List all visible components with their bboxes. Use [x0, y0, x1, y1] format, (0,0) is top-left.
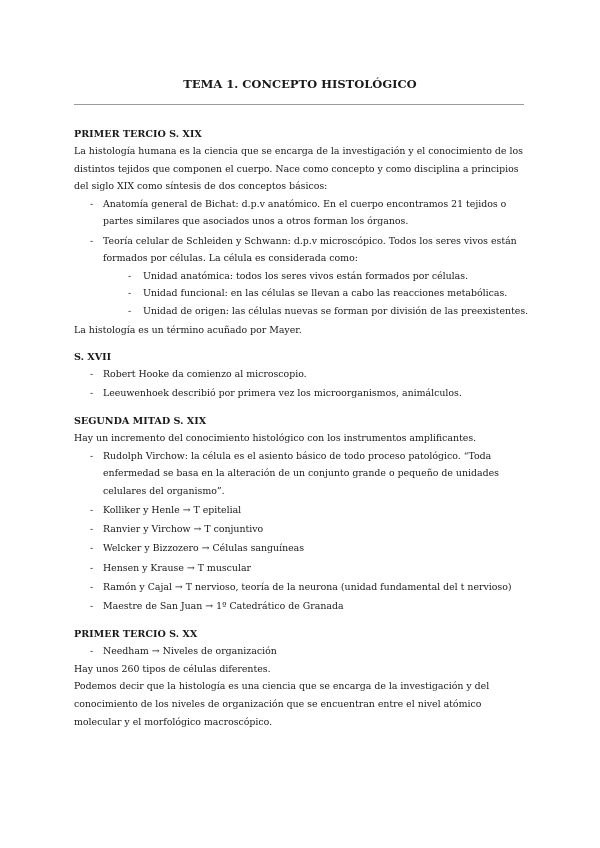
title-divider: [74, 104, 524, 105]
section-outro: La histología es un término acuñado por Mayer.: [74, 325, 302, 337]
section-s-xvii: [74, 349, 530, 403]
bullet-list: [74, 196, 530, 321]
sub-list-item: - Unidad funcional: en las células se llevan a cabo las reacciones metabólicas.: [74, 285, 530, 303]
list-item: - Maestre de San Juan → 1º Catedrático de Granada: [74, 598, 530, 616]
bullet-list: [74, 448, 530, 616]
page-title: TEMA 1. CONCEPTO HISTOLÓGICO: [183, 77, 417, 91]
list-item-text: Teoría celular de Schleiden y Schwann: d.p.v microscópico. Todos los seres vivos están formados por células. La célula es considerada como:: [103, 235, 517, 265]
list-item: - Anatomía general de Bichat: d.p.v anatómico. En el cuerpo encontramos 21 tejidos o partes similares que asociados unos a otros forman los órganos.: [74, 196, 530, 231]
list-item: - Kolliker y Henle → T epitelial: [74, 502, 530, 520]
bullet-list: [74, 366, 530, 403]
section-outro: Podemos decir que la histología es una ciencia que se encarga de la investigación y del conocimiento de los niveles de organización que se encuentran entre el nivel atómico molecular y el morfológico macroscópico.: [74, 681, 490, 728]
section-heading: SEGUNDA MITAD S. XIX: [74, 416, 207, 428]
list-item: [74, 233, 530, 321]
section-primer-tercio-xx: [74, 626, 530, 731]
section-primer-tercio-xix: [74, 126, 530, 340]
section-heading: S. XVII: [74, 351, 112, 363]
section-segunda-mitad-xix: [74, 413, 530, 616]
list-item: - Rudolph Virchow: la célula es el asiento básico de todo proceso patológico. “Toda enfermedad se basa en la alteración de un conjunto grande o pequeño de unidades celulares del organismo”.: [74, 448, 530, 501]
sub-list-item: - Unidad anatómica: todos los seres vivos están formados por células.: [74, 268, 530, 286]
section-heading: PRIMER TERCIO S. XX: [74, 629, 198, 641]
document-body: [74, 126, 530, 731]
list-item: - Robert Hooke da comienzo al microscopio.: [74, 366, 530, 384]
list-item: - Needham → Niveles de organización: [74, 643, 530, 661]
list-item: - Ramón y Cajal → T nervioso, teoría de la neurona (unidad fundamental del t nervioso): [74, 579, 530, 597]
section-heading: PRIMER TERCIO S. XIX: [74, 129, 202, 140]
list-item: - Ranvier y Virchow → T conjuntivo: [74, 521, 530, 539]
list-item: - Leeuwenhoek describió por primera vez los microorganismos, animálculos.: [74, 385, 530, 403]
section-intro: La histología humana es la ciencia que se encarga de la investigación y el conocimiento de los distintos tejidos que componen el cuerpo. Nace como concepto y como disciplina a principios del siglo XIX como síntesis de dos conceptos básicos:: [74, 146, 523, 193]
bullet-list: [74, 643, 530, 661]
list-item: - Hensen y Krause → T muscular: [74, 560, 530, 578]
section-outro: Hay unos 260 tipos de células diferentes.: [74, 663, 271, 675]
sub-bullet-list: [103, 268, 530, 321]
section-intro: Hay un incremento del conocimiento histológico con los instrumentos amplificantes.: [74, 433, 477, 445]
sub-list-item: - Unidad de origen: las células nuevas se forman por división de las preexistentes.: [74, 303, 530, 321]
list-item: - Welcker y Bizzozero → Células sanguíneas: [74, 540, 530, 558]
